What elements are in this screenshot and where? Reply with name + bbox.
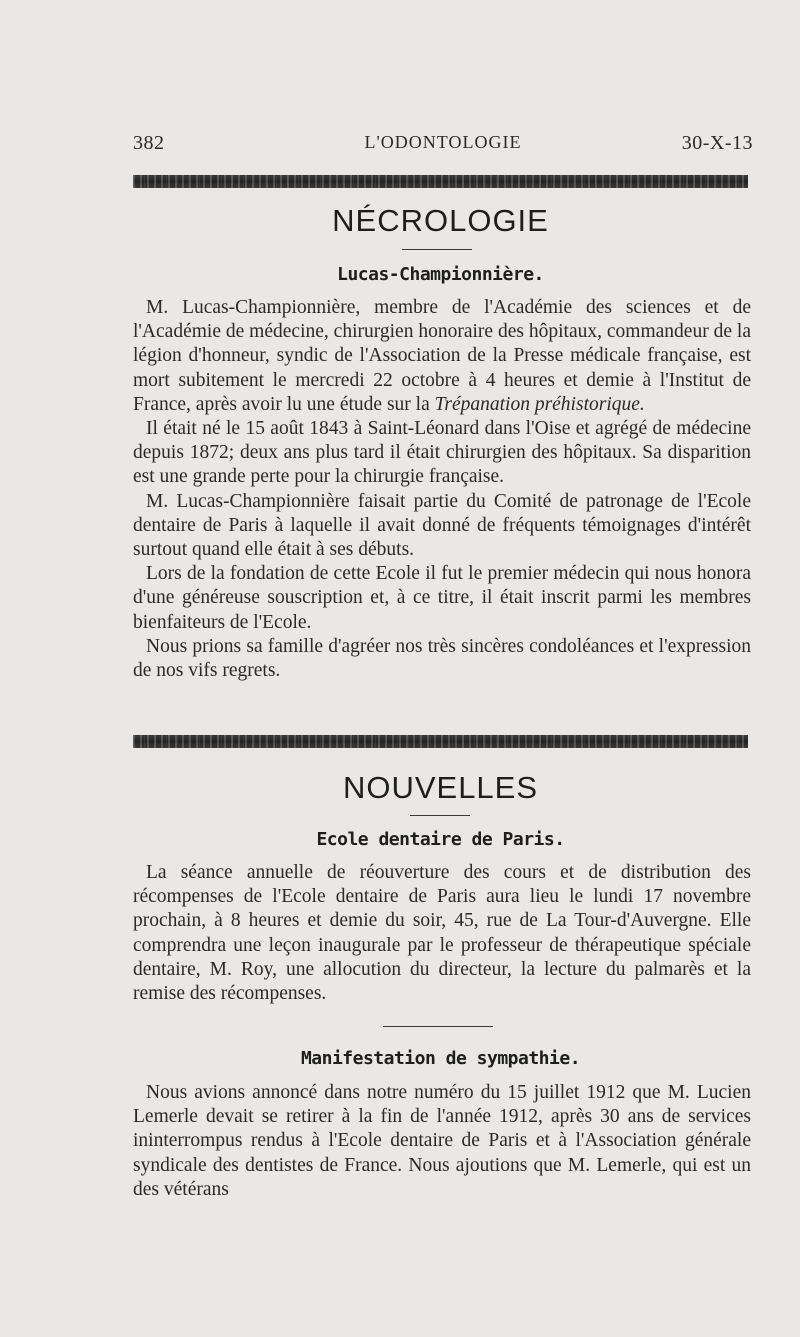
necrologie-title: NÉCROLOGIE bbox=[332, 203, 549, 238]
paragraph: Nous prions sa famille d'agréer nos très sincères condoléances et l'expression de nos vifs regrets. bbox=[133, 635, 751, 682]
title-rule bbox=[402, 249, 472, 250]
nouvelles-body-manifestation bbox=[133, 1081, 751, 1202]
paragraph: M. Lucas-Championnière faisait partie du Comité de patronage de l'Ecole dentaire de Paris à laquelle il avait donné de fréquents témoignages d'intérêt surtout quand elle était à ses débuts. bbox=[133, 490, 751, 561]
paragraph: La séance annuelle de réouverture des cours et de distribution des récompenses de l'Ecole dentaire de Paris aura lieu le lundi 17 novembre prochain, à 8 heures et demie du soir, 45, rue de La Tour-d'Auvergne. Elle comprendra une leçon inaugurale par le professeur de thérapeutique spéciale dentaire, M. Roy, une allocution du directeur, la lecture du palmarès et la remise des récompenses. bbox=[133, 862, 751, 1005]
ornamental-band-middle bbox=[133, 735, 748, 748]
nouvelles-subtitle-ecole: Ecole dentaire de Paris. bbox=[316, 829, 565, 850]
nouvelles-subtitle-manifestation: Manifestation de sympathie. bbox=[300, 1048, 581, 1069]
nouvelles-body-ecole bbox=[133, 861, 751, 1006]
issue-date: 30-X-13 bbox=[681, 132, 753, 154]
italic-title: Trépanation préhistorique. bbox=[434, 393, 645, 415]
section-divider-rule bbox=[383, 1026, 493, 1027]
title-rule bbox=[410, 815, 470, 816]
paragraph: Nous avions annoncé dans notre numéro du 15 juillet 1912 que M. Lucien Lemerle devait se retirer à la fin de l'année 1912, après 30 ans de services ininterrompus rendus à l'Ecole dentaire de Paris et à l'Association générale syndicale des dentistes de France. Nous ajoutions que M. Lemerle, qui est un des vétérans bbox=[133, 1082, 751, 1200]
running-head bbox=[133, 132, 753, 160]
journal-title: L'ODONTOLOGIE bbox=[364, 132, 522, 152]
paragraph-text: M. Lucas-Championnière, membre de l'Académie des sciences et de l'Académie de médecine, chirurgien honoraire des hôpitaux, commandeur de la légion d'honneur, syndic de l'Association de la Presse médicale française, est mort subitement le mercredi 22 octobre à 4 heures et demie à l'Institut de France, après avoir lu une étude sur la bbox=[133, 297, 751, 415]
paragraph: Il était né le 15 août 1843 à Saint-Léonard dans l'Oise et agrégé de médecine depuis 1872; deux ans plus tard il était chirurgien des hôpitaux. Sa disparition est une grande perte pour la chirurgie française. bbox=[133, 418, 751, 488]
paragraph bbox=[133, 296, 751, 417]
page-number: 382 bbox=[133, 132, 165, 154]
paragraph: Lors de la fondation de cette Ecole il fut le premier médecin qui nous honora d'une généreuse souscription et, à ce titre, il était inscrit parmi les membres bienfaiteurs de l'Ecole. bbox=[133, 563, 751, 633]
necrologie-body bbox=[133, 296, 751, 683]
ornamental-band-top bbox=[133, 175, 748, 188]
necrologie-subtitle: Lucas-Championnière. bbox=[337, 264, 544, 285]
nouvelles-title: NOUVELLES bbox=[342, 770, 539, 805]
